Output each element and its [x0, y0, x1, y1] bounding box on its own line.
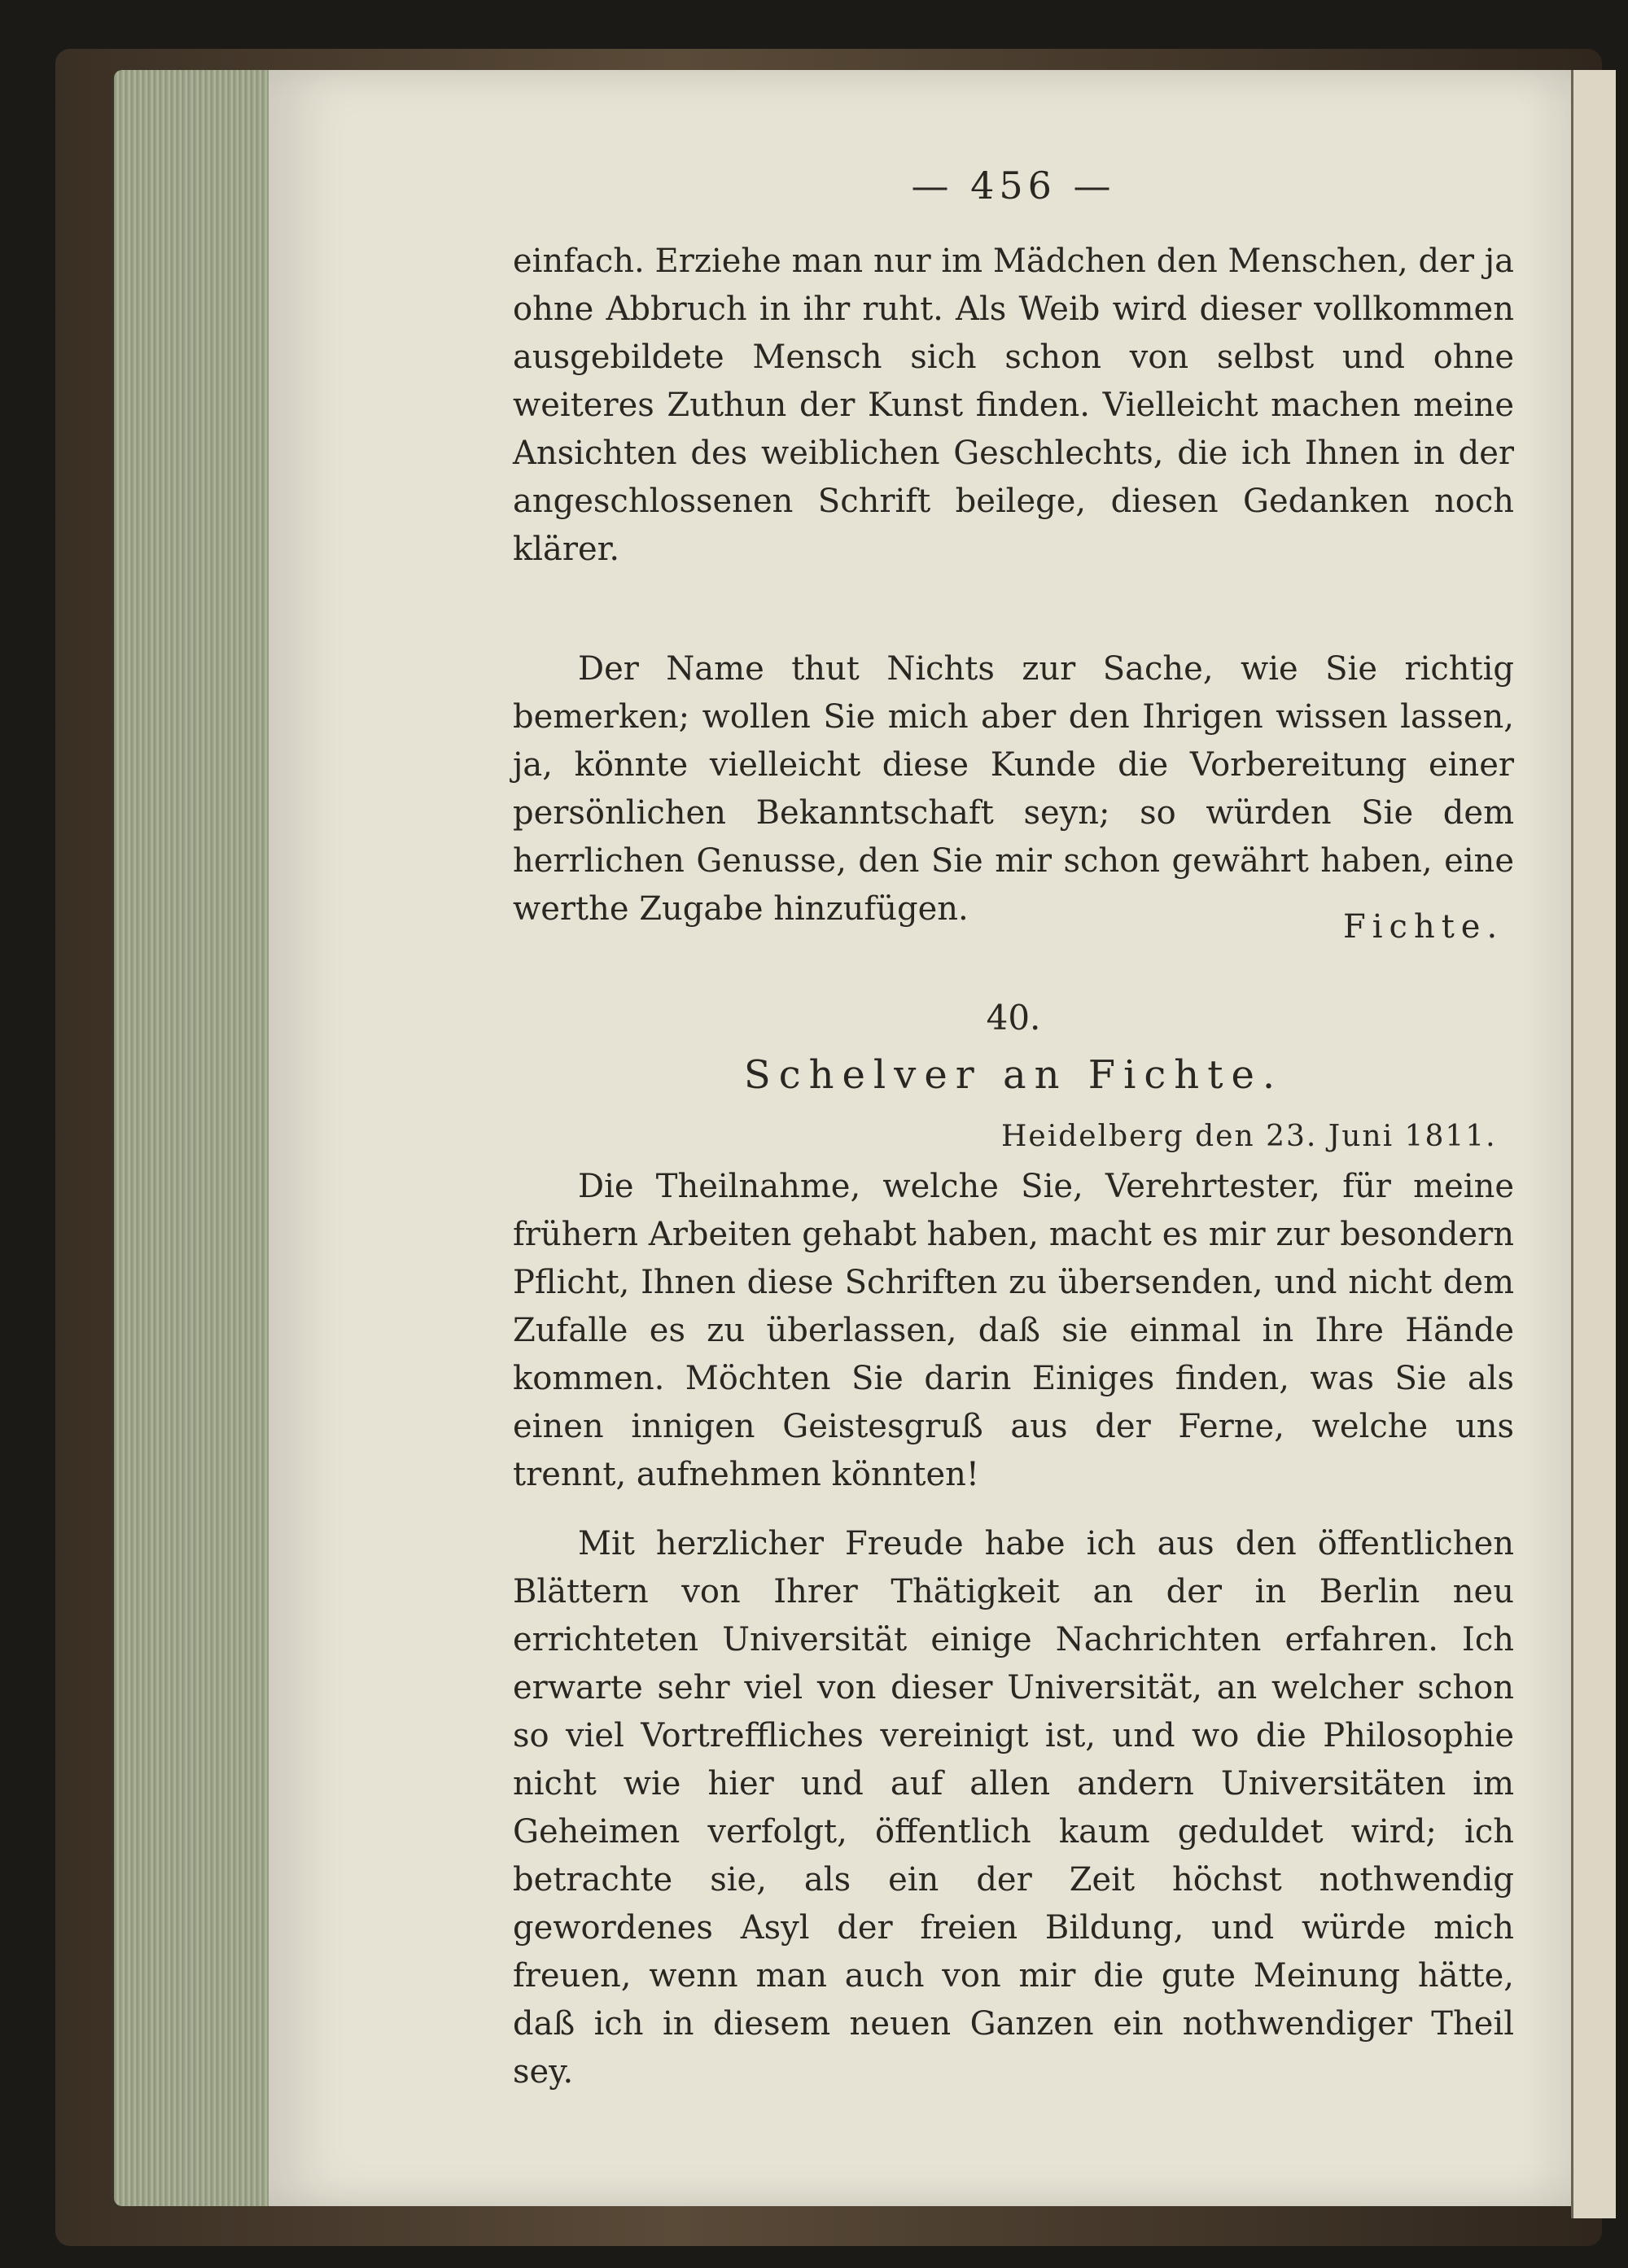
paragraph-2: Der Name thut Nichts zur Sache, wie Sie richtig bemerken; wollen Sie mich aber den Ihrigen wissen lassen, ja, könnte vielleicht diese Kunde die Vorbereitung einer persönlichen Bekanntschaft seyn; so würden Sie dem herrlichen Genusse, den Sie mir schon gewährt haben, eine werthe Zugabe hinzufügen. — [513, 650, 1514, 928]
paragraph-3: Die Theilnahme, welche Sie, Verehrtester, für meine frühern Arbeiten gehabt haben, macht es mir zur besondern Pflicht, Ihnen diese Schriften zu übersenden, und nicht dem Zufalle es zu überlassen, daß sie einmal in Ihre Hände kommen. Möchten Sie darin Einiges finden, was Sie als einen innigen Geistesgruß aus der Ferne, welche uns trennt, aufnehmen könnten! — [513, 1168, 1514, 1493]
facing-page-edge — [1571, 70, 1616, 2218]
letter-title: Schelver an Fichte. — [743, 1052, 1284, 1098]
letter-dateline: Heidelberg den 23. Juni 1811. — [1001, 1120, 1497, 1153]
book-page — [269, 70, 1571, 2206]
page-number: — 456 — — [911, 164, 1116, 208]
paragraph-4: Mit herzlicher Freude habe ich aus den öffentlichen Blättern von Ihrer Thätigkeit an der in Berlin neu errichteten Universität einige Nachrichten erfahren. Ich erwarte sehr viel von dieser Universität, an welcher schon so viel Vortreffliches vereinigt ist, und wo die Philosophie nicht wie hier und auf allen andern Universitäten im Geheimen verfolgt, öffentlich kaum geduldet wird; ich betrachte sie, als ein der Zeit höchst nothwendig gewordenes Asyl der freien Bildung, und würde mich freuen, wenn man auch von mir die gute Meinung hätte, daß ich in diesem neuen Ganzen ein nothwendiger Theil sey. — [513, 1525, 1514, 2091]
paragraph-1: einfach. Erziehe man nur im Mädchen den Menschen, der ja ohne Abbruch in ihr ruht. Als Weib wird dieser vollkommen ausgebildete Mensch sich schon von selbst und ohne weiteres Zuthun der Kunst finden. Vielleicht machen meine Ansichten des weiblichen Geschlechts, die ich Ihnen in der angeschlossenen Schrift beilege, diesen Gedanken noch klärer. — [513, 243, 1514, 568]
letter-number: 40. — [986, 998, 1041, 1038]
signature: Fichte. — [1343, 908, 1504, 946]
